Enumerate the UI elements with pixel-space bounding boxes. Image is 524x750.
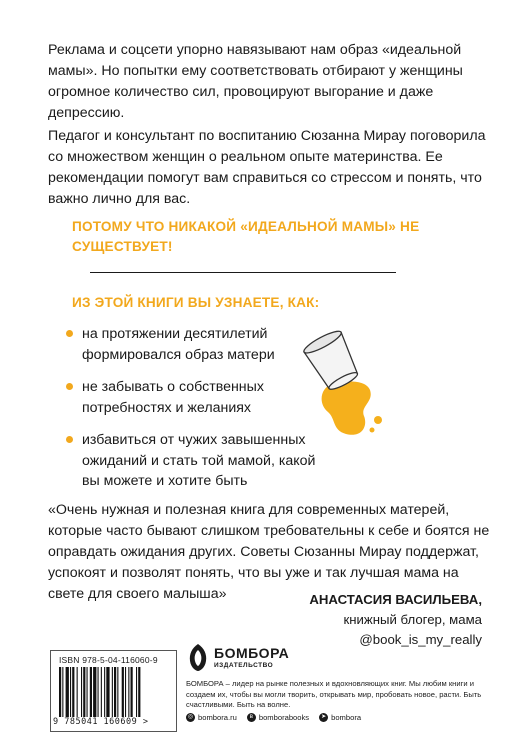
barcode-bar — [128, 667, 129, 717]
social-link-vk[interactable]: в bomborabooks — [247, 713, 309, 722]
quote-attribution — [309, 590, 482, 650]
intro-paragraph: Реклама и соцсети упорно навязывают нам образ «идеальной мамы». Но попытки ему соответствовать отбирают у женщины огромное количество сил, провоцируют выгорание и даже депрессию. — [48, 42, 463, 121]
social-links — [186, 713, 361, 722]
list-item-text: не забывать о собственных потребностях и желаниях — [82, 379, 264, 416]
publisher-name: БОМБОРА — [214, 645, 290, 661]
social-link-telegram[interactable]: ➤ bombora — [321, 713, 362, 722]
barcode-bar — [125, 667, 126, 717]
barcode-bar — [66, 667, 69, 717]
bombora-logo-icon — [186, 642, 210, 672]
barcode-bar — [72, 667, 74, 717]
divider-line — [90, 272, 396, 273]
isbn-label: ISBN 978-5-04-116060-9 — [59, 655, 158, 665]
barcode-bar — [122, 667, 124, 717]
barcode-bar — [112, 667, 113, 717]
spilled-cup-illustration — [302, 322, 392, 442]
bullet-dot-icon — [66, 383, 73, 390]
barcode-bar — [83, 667, 85, 717]
barcode-bar — [81, 667, 82, 717]
barcode-bar — [104, 667, 105, 717]
barcode-bar — [98, 667, 99, 717]
barcode-bar — [136, 667, 137, 717]
list-item — [66, 377, 326, 418]
reviewer-role: книжный блогер, мама — [343, 612, 482, 627]
barcode-bar — [87, 667, 88, 717]
barcode-bar — [90, 667, 92, 717]
barcode-bar — [70, 667, 71, 717]
callout-headline: ПОТОМУ ЧТО НИКАКОЙ «ИДЕАЛЬНОЙ МАМЫ» НЕ СУЩЕСТВУЕТ! — [72, 219, 420, 254]
barcode-bar — [138, 667, 140, 717]
list-item-text: избавиться от чужих завышенных ожиданий и стать той мамой, какой вы можете и хотите быть — [82, 432, 316, 489]
list-item — [66, 430, 326, 492]
learn-list — [66, 324, 326, 504]
barcode-bar — [117, 667, 118, 717]
vk-icon: в — [247, 713, 256, 722]
barcode-digits: 9 785041 160609 > — [53, 717, 149, 727]
publisher-subtitle: ИЗДАТЕЛЬСТВО — [214, 662, 274, 669]
review-quote: «Очень нужная и полезная книга для современных матерей, которые часто бывают слишком требовательны к себе и боятся не оправдать ожидания других. Советы Сюзанны Мирау поддержат, успокоят и позволят понять, что вы уже и так лучшая мама на свете для своего малыша» — [48, 502, 490, 602]
reviewer-name: АНАСТАСИЯ ВАСИЛЬЕВА, — [309, 592, 482, 607]
telegram-icon: ➤ — [321, 714, 327, 720]
barcode-bar — [101, 667, 102, 717]
barcode-bar — [59, 667, 61, 717]
barcode-bar — [131, 667, 133, 717]
author-paragraph: Педагог и консультант по воспитанию Сюзанна Мирау поговорила со множеством женщин о реальном опыте материнства. Ее рекомендации помогут вам справиться со стрессом и понять, что важно лично для вас. — [48, 128, 486, 207]
barcode-bar — [114, 667, 116, 717]
barcode-bar — [62, 667, 63, 717]
barcode-bar — [106, 667, 109, 717]
barcode-bar — [93, 667, 96, 717]
list-item-text: на протяжении десятилетий формировался образ матери — [82, 326, 275, 363]
reviewer-handle: @book_is_my_really — [359, 632, 482, 647]
bullet-dot-icon — [66, 330, 73, 337]
barcode-bars — [59, 667, 169, 717]
publisher-description: БОМБОРА – лидер на рынке полезных и вдохновляющих книг. Мы любим книги и создаем их, чтобы вы могли творить, открывать мир, пробовать новое, расти. Быть счастливыми. Быть на волне. — [186, 679, 482, 709]
barcode-block — [50, 650, 177, 732]
barcode-bar — [77, 667, 78, 717]
bullet-dot-icon — [66, 436, 73, 443]
list-item — [66, 324, 326, 365]
social-link-web[interactable]: ◎ bombora.ru — [187, 713, 237, 722]
web-icon: ◎ — [187, 714, 194, 720]
learn-heading: ИЗ ЭТОЙ КНИГИ ВЫ УЗНАЕТЕ, КАК: — [72, 295, 320, 310]
